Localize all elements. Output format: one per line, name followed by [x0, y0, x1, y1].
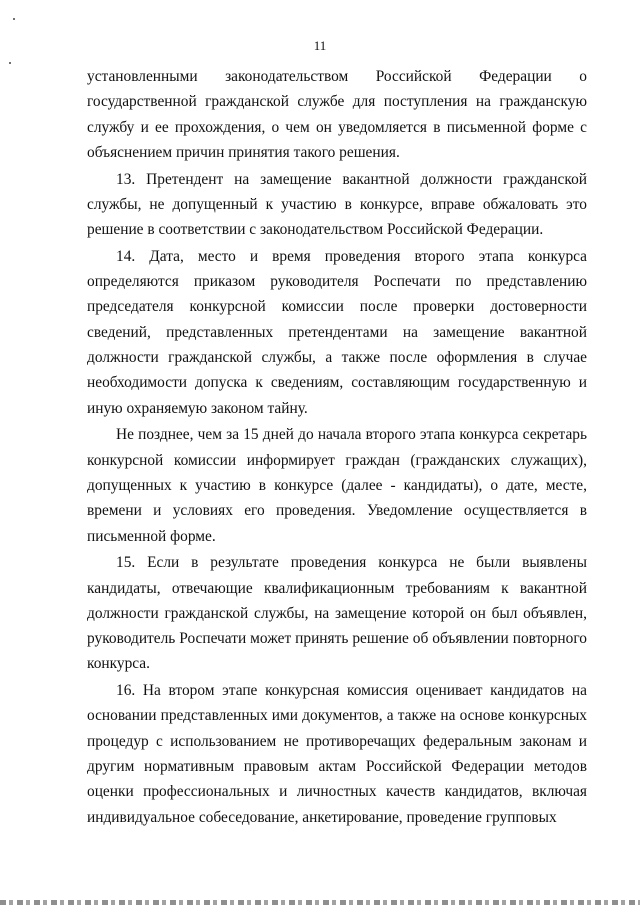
- paragraph-item-16: 16. На втором этапе конкурсная комиссия оценивает кандидатов на основании представленных ими документов, а также на основе конкурсных процедур с использованием не противоречащих федеральным законам и другим нормативным правовым актам Российской Федерации методов оценки профессиональных и личностных качеств кандидатов, включая индивидуальное собеседование, анкетирование, проведение групповых: [87, 682, 587, 826]
- scan-bottom-edge: [0, 900, 640, 905]
- page-number: 11: [313, 38, 327, 53]
- paragraph-item-14: 14. Дата, место и время проведения второго этапа конкурса определяются приказом руководителя Роспечати по представлению председателя конкурсной комиссии после проверки достоверности сведений, представленных претендентами на замещение вакантной должности гражданской службы, а также после оформления в случае необходимости допуска к сведениям, составляющим государственную и иную охраняемую законом тайну.: [87, 247, 587, 417]
- paragraph-item-15: 15. Если в результате проведения конкурса не были выявлены кандидаты, отвечающие квалификационным требованиям к вакантной должности гражданской службы, на замещение которой он был объявлен, руководитель Роспечати может принять решение об объявлении повторного конкурса.: [87, 554, 587, 673]
- document-body: [87, 64, 587, 831]
- paragraph-notification: Не позднее, чем за 15 дней до начала второго этапа конкурса секретарь конкурсной комиссии информирует граждан (гражданских служащих), допущенных к участию в конкурсе (далее - кандидаты), о дате, месте, времени и условиях его проведения. Уведомление осуществляется в письменной форме.: [87, 426, 587, 545]
- scan-speck: [9, 62, 11, 64]
- paragraph-continuation: установленными законодательством Российской Федерации о государственной гражданской службе для поступления на гражданскую службу и ее прохождения, о чем он уведомляется в письменной форме с объяснением причин принятия такого решения.: [87, 68, 587, 161]
- paragraph-item-13: 13. Претендент на замещение вакантной должности гражданской службы, не допущенный к участию в конкурсе, вправе обжаловать это решение в соответствии с законодательством Российской Федерации.: [87, 170, 587, 239]
- scan-speck: [13, 18, 15, 20]
